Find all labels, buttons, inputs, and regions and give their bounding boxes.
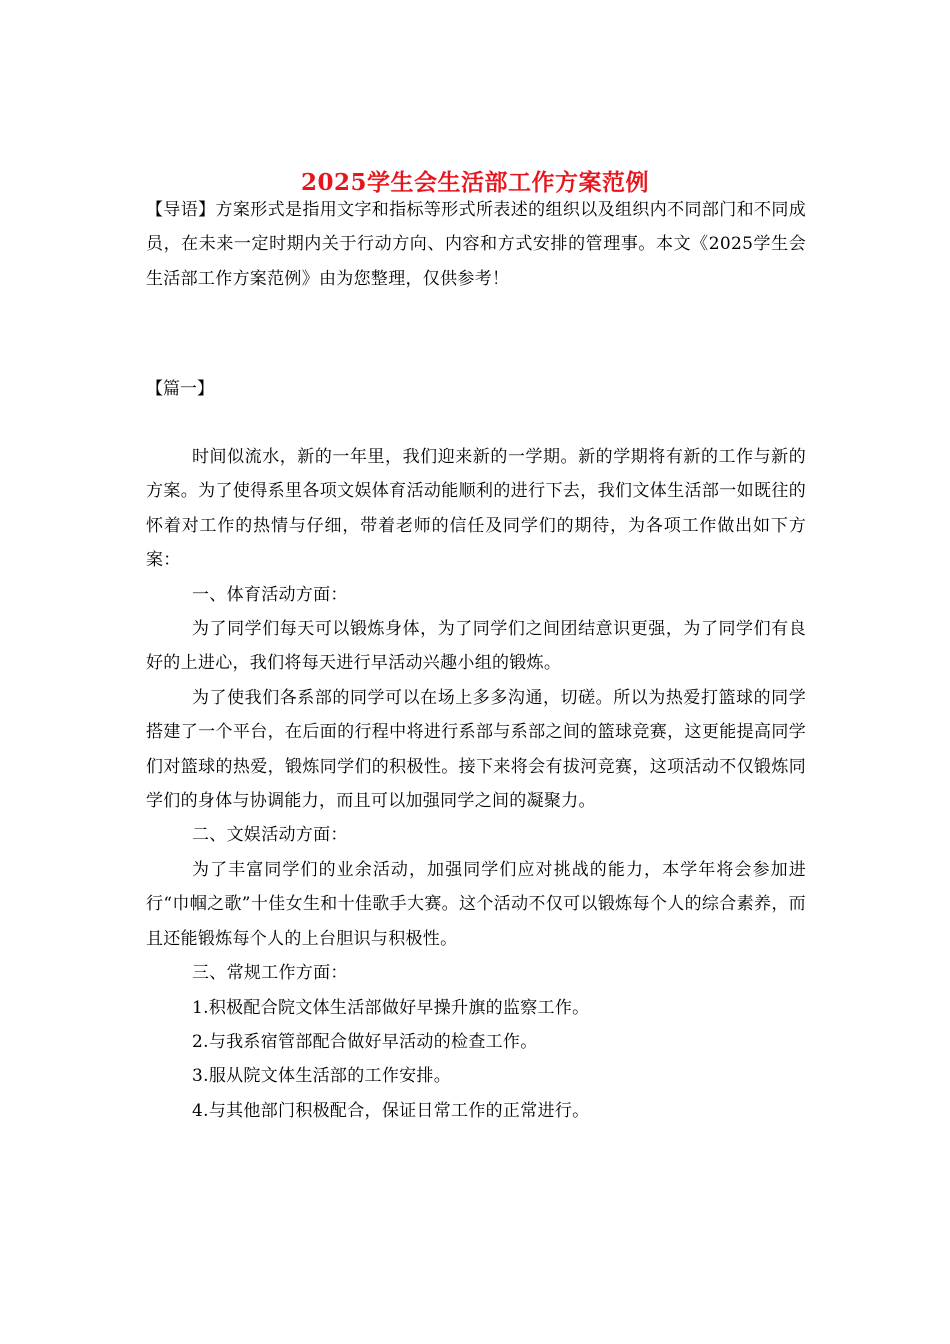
- document-title: 2025学生会生活部工作方案范例: [300, 169, 649, 197]
- section-heading: 二、文娱活动方面：: [192, 825, 348, 846]
- list-item: 3.服从院文体生活部的工作安排。: [192, 1066, 452, 1087]
- paragraph: 时间似流水，新的一年里，我们迎来新的一学期。新的学期将有新的工作与新的方案。为了使得系里各项文娱体育活动能顺利的进行下去，我们文体生活部一如既往的怀着对工作的热情与仔细，带着老师的信任及同学们的期待，为各项工作做出如下方案：: [146, 447, 806, 571]
- section-heading: 一、体育活动方面：: [192, 584, 348, 605]
- intro-paragraph: 【导语】方案形式是指用文字和指标等形式所表述的组织以及组织内不同部门和不同成员，在未来一定时期内关于行动方向、内容和方式安排的管理事。本文《2025学生会生活部工作方案范例》由为您整理，仅供参考！: [146, 200, 806, 289]
- paragraph: 为了使我们各系部的同学可以在场上多多沟通，切磋。所以为热爱打篮球的同学搭建了一个平台，在后面的行程中将进行系部与系部之间的篮球竞赛，这更能提高同学们对篮球的热爱，锻炼同学们的积极性。接下来将会有拔河竞赛，这项活动不仅锻炼同学们的身体与协调能力，而且可以加强同学之间的凝聚力。: [146, 687, 806, 812]
- section-label: 【篇一】: [146, 379, 214, 399]
- list-item: 2.与我系宿管部配合做好早活动的检查工作。: [192, 1031, 538, 1052]
- section-heading: 三、常规工作方面：: [192, 963, 348, 984]
- list-item: 1.积极配合院文体生活部做好早操升旗的监察工作。: [192, 997, 590, 1018]
- document-body: [146, 440, 806, 1128]
- list-item: 4.与其他部门积极配合，保证日常工作的正常进行。: [192, 1100, 590, 1121]
- paragraph: 为了同学们每天可以锻炼身体，为了同学们之间团结意识更强，为了同学们有良好的上进心，我们将每天进行早活动兴趣小组的锻炼。: [146, 619, 806, 674]
- paragraph: 为了丰富同学们的业余活动，加强同学们应对挑战的能力，本学年将会参加进行“巾帼之歌”十佳女生和十佳歌手大赛。这个活动不仅可以锻炼每个人的综合素养，而且还能锻炼每个人的上台胆识与积极性。: [146, 859, 806, 949]
